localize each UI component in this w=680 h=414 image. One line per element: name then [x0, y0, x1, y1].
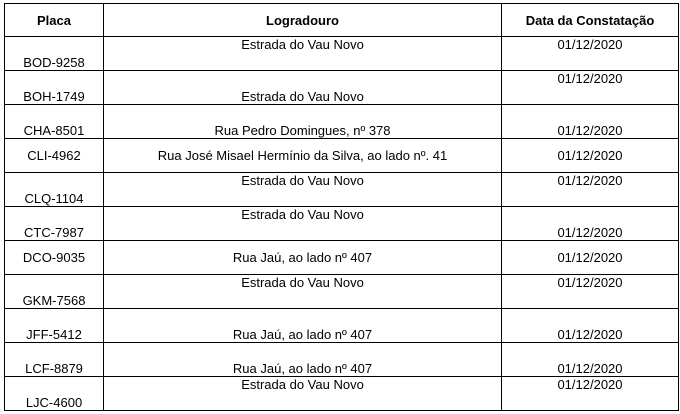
cell-data: 01/12/2020 [502, 275, 679, 309]
cell-data: 01/12/2020 [502, 377, 679, 411]
cell-logradouro: Rua Jaú, ao lado nº 407 [104, 343, 502, 377]
header-row [5, 4, 679, 37]
cell-data: 01/12/2020 [502, 37, 679, 71]
cell-logradouro: Estrada do Vau Novo [104, 377, 502, 411]
cell-logradouro: Estrada do Vau Novo [104, 37, 502, 71]
column-header-placa: Placa [5, 4, 104, 37]
cell-data: 01/12/2020 [502, 139, 679, 173]
vehicle-records-table [4, 3, 679, 411]
table-row [5, 71, 679, 105]
table-row [5, 309, 679, 343]
cell-placa: BOH-1749 [5, 71, 104, 105]
cell-logradouro: Rua Pedro Domingues, nº 378 [104, 105, 502, 139]
cell-placa: CTC-7987 [5, 207, 104, 241]
table-row [5, 377, 679, 411]
table-row [5, 139, 679, 173]
cell-placa: CLQ-1104 [5, 173, 104, 207]
table-row [5, 275, 679, 309]
cell-data: 01/12/2020 [502, 71, 679, 105]
cell-logradouro: Rua José Misael Hermínio da Silva, ao lado nº. 41 [104, 139, 502, 173]
table-row [5, 37, 679, 71]
cell-logradouro: Estrada do Vau Novo [104, 207, 502, 241]
table-row [5, 173, 679, 207]
table-header [5, 4, 679, 37]
cell-placa: CHA-8501 [5, 105, 104, 139]
cell-logradouro: Estrada do Vau Novo [104, 173, 502, 207]
cell-logradouro: Estrada do Vau Novo [104, 275, 502, 309]
cell-data: 01/12/2020 [502, 241, 679, 275]
cell-placa: GKM-7568 [5, 275, 104, 309]
cell-logradouro: Rua Jaú, ao lado nº 407 [104, 309, 502, 343]
cell-data: 01/12/2020 [502, 173, 679, 207]
cell-data: 01/12/2020 [502, 105, 679, 139]
cell-data: 01/12/2020 [502, 343, 679, 377]
column-header-data: Data da Constatação [502, 4, 679, 37]
table-row [5, 207, 679, 241]
cell-logradouro: Estrada do Vau Novo [104, 71, 502, 105]
table-row [5, 343, 679, 377]
table-row [5, 241, 679, 275]
cell-data: 01/12/2020 [502, 207, 679, 241]
cell-placa: JFF-5412 [5, 309, 104, 343]
cell-placa: CLI-4962 [5, 139, 104, 173]
cell-placa: BOD-9258 [5, 37, 104, 71]
cell-placa: DCO-9035 [5, 241, 104, 275]
cell-data: 01/12/2020 [502, 309, 679, 343]
column-header-logradouro: Logradouro [104, 4, 502, 37]
table-body [5, 37, 679, 411]
cell-placa: LJC-4600 [5, 377, 104, 411]
table-row [5, 105, 679, 139]
cell-logradouro: Rua Jaú, ao lado nº 407 [104, 241, 502, 275]
cell-placa: LCF-8879 [5, 343, 104, 377]
